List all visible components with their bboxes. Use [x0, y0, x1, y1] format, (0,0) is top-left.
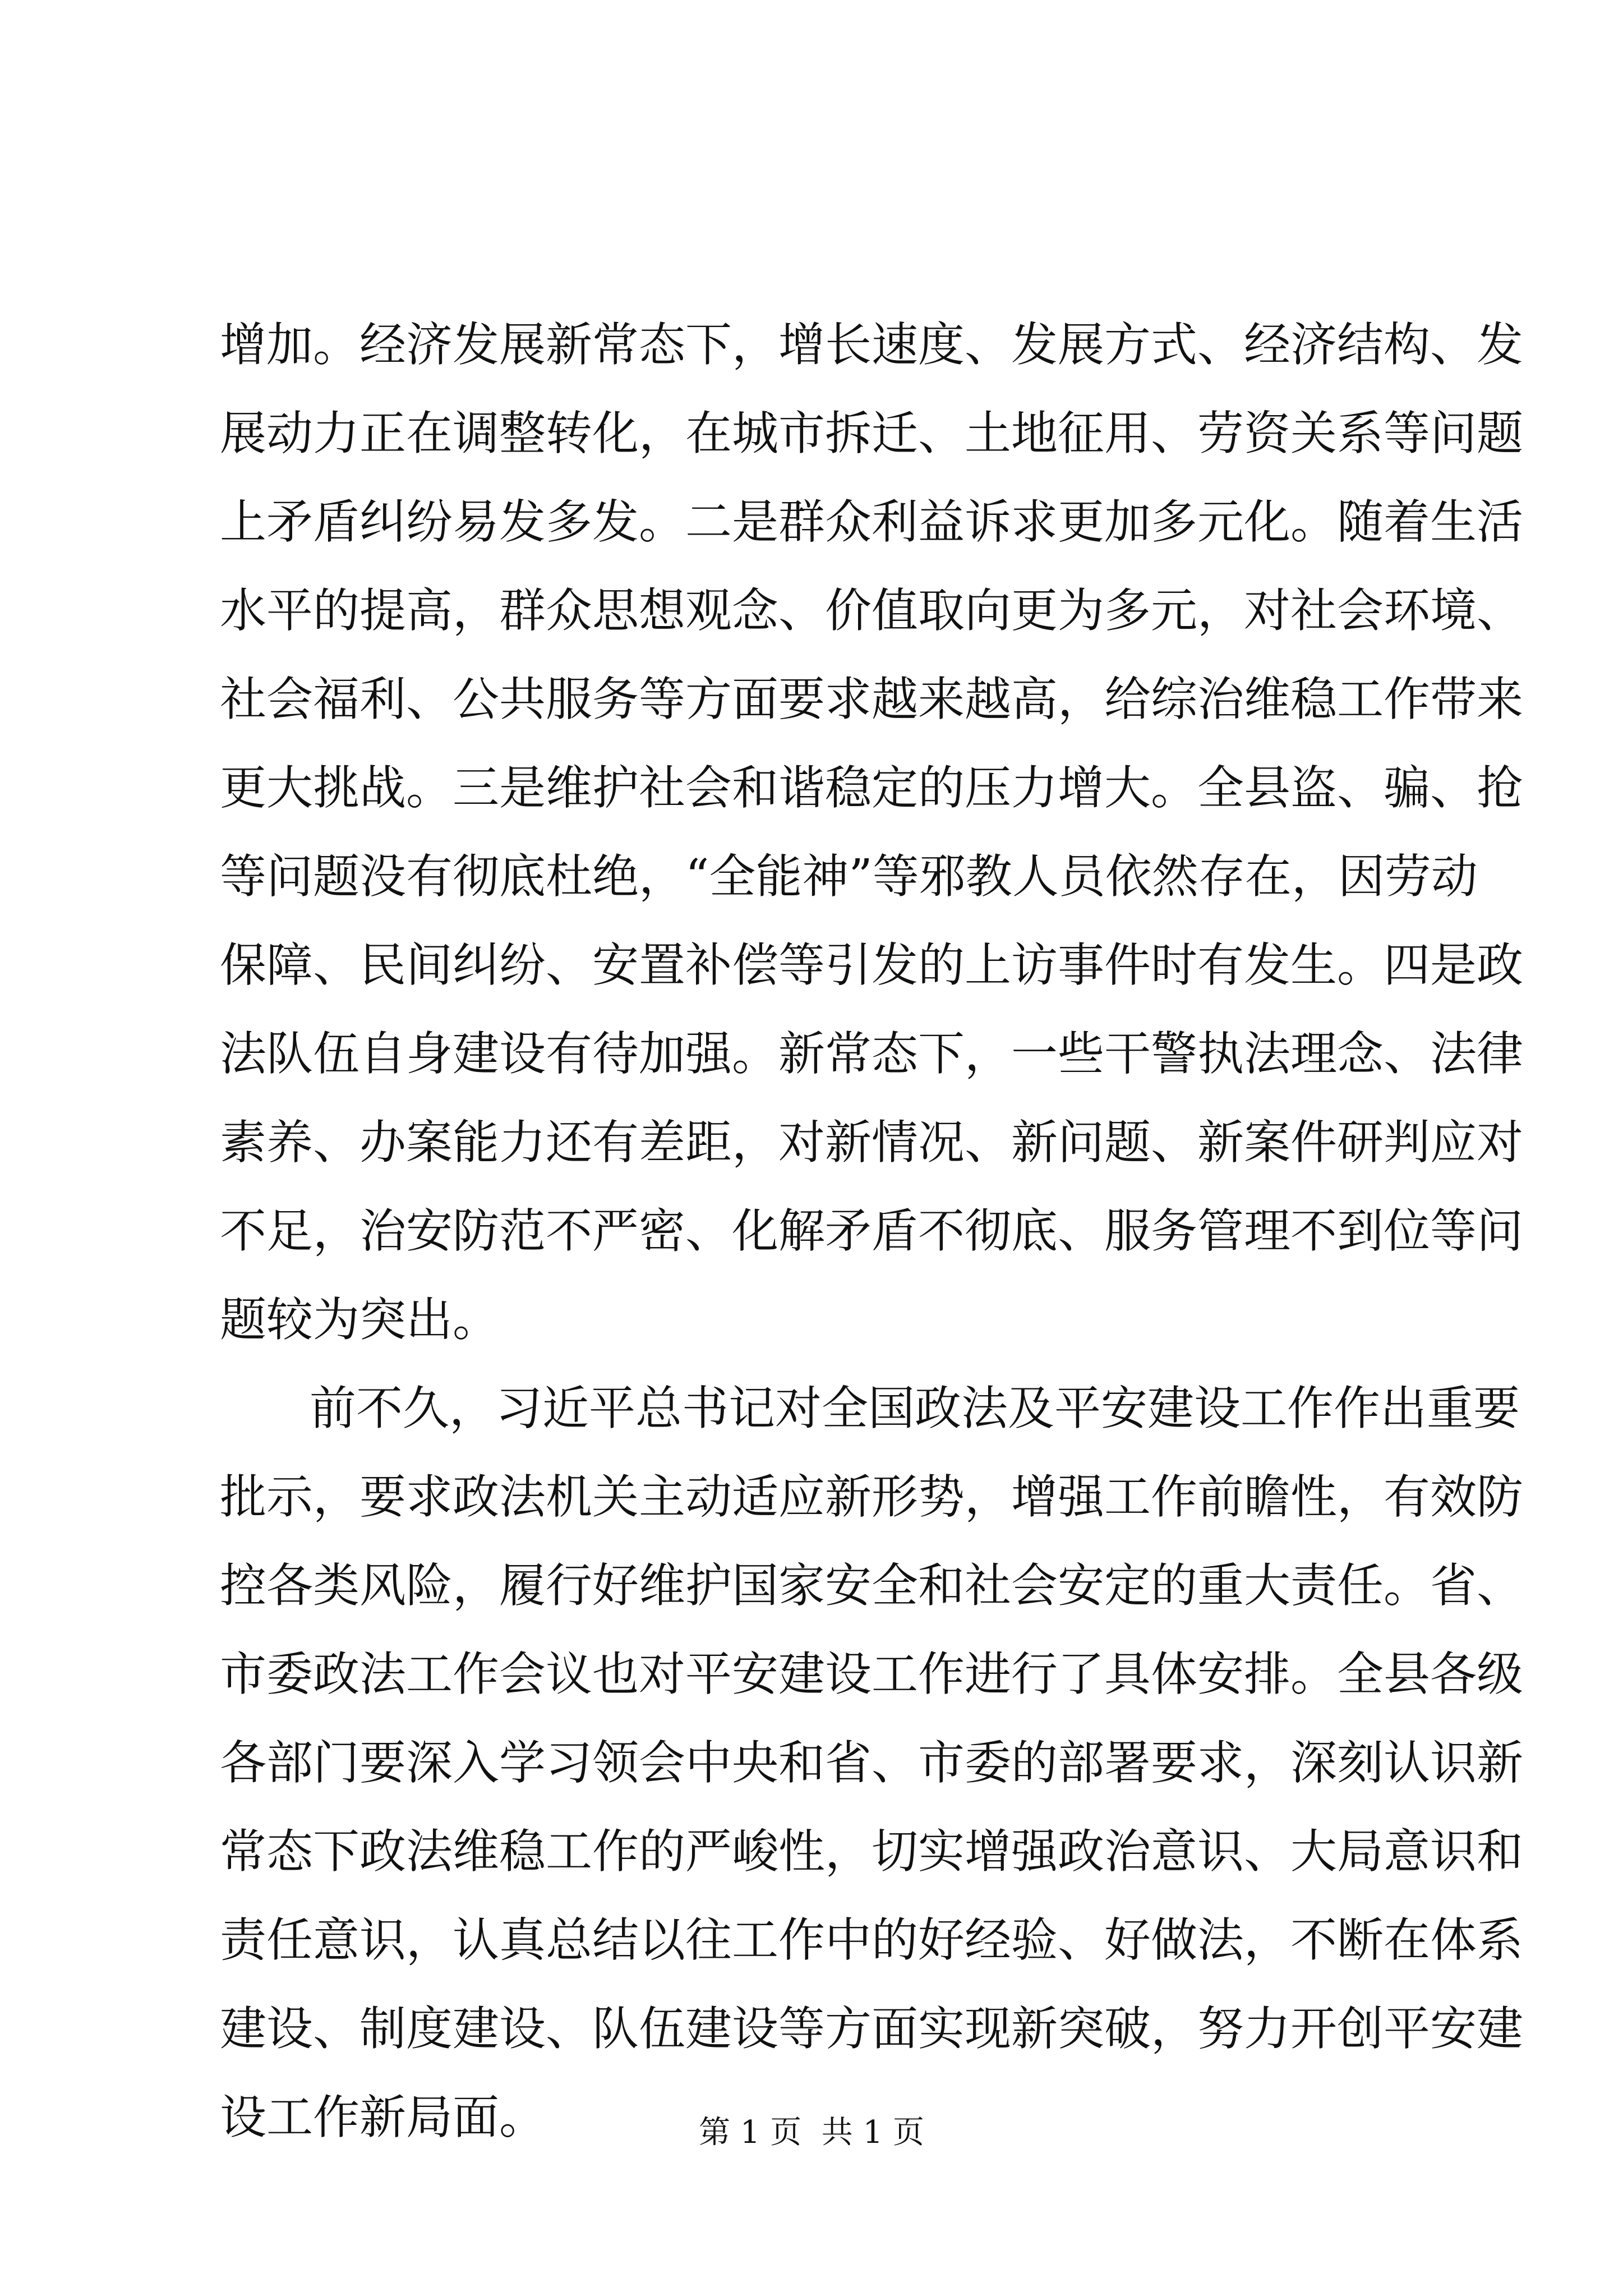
page-number-footer: 第 1 页 共 1 页 [698, 2114, 925, 2151]
text-line: 法队伍自身建设有待加强。新常态下，一些干警执法理念、法律 [220, 1027, 1523, 1081]
text-line: 展动力正在调整转化，在城市拆迁、土地征用、劳资关系等问题 [220, 406, 1523, 461]
text-line: 不足，治安防范不严密、化解矛盾不彻底、服务管理不到位等问 [220, 1204, 1523, 1258]
document-body [220, 301, 1523, 2162]
text-line: 社会福利、公共服务等方面要求越来越高，给综治维稳工作带来 [220, 672, 1523, 726]
text-line: 上矛盾纠纷易发多发。二是群众利益诉求更加多元化。随着生活 [220, 495, 1523, 549]
text-line: 各部门要深入学习领会中央和省、市委的部署要求，深刻认识新 [220, 1736, 1523, 1790]
text-line: 建设、制度建设、队伍建设等方面实现新突破，努力开创平安建 [220, 2001, 1523, 2056]
text-line: 市委政法工作会议也对平安建设工作进行了具体安排。全县各级 [220, 1647, 1523, 1701]
text-line: 责任意识，认真总结以往工作中的好经验、好做法，不断在体系 [220, 1913, 1523, 1967]
text-line: 更大挑战。三是维护社会和谐稳定的压力增大。全县盗、骗、抢 [220, 761, 1523, 815]
text-line: 增加。经济发展新常态下，增长速度、发展方式、经济结构、发 [220, 318, 1523, 372]
text-line: 批示，要求政法机关主动适应新形势，增强工作前瞻性，有效防 [220, 1470, 1523, 1524]
text-line: 控各类风险，履行好维护国家安全和社会安定的重大责任。省、 [220, 1558, 1523, 1613]
text-line: 保障、民间纠纷、安置补偿等引发的上访事件时有发生。四是政 [220, 938, 1523, 992]
text-line: 水平的提高，群众思想观念、价值取向更为多元，对社会环境、 [220, 583, 1523, 638]
text-line: 设工作新局面。 [220, 2090, 546, 2145]
paragraph-2 [220, 1364, 1523, 2162]
text-line: 常态下政法维稳工作的严峻性，切实增强政治意识、大局意识和 [220, 1824, 1523, 1879]
paragraph-1 [220, 301, 1523, 1364]
text-line: 题较为突出。 [220, 1292, 499, 1347]
text-line: 等问题没有彻底杜绝，“全能神”等邪教人员依然存在，因劳动 [220, 849, 1478, 904]
text-line: 素养、办案能力还有差距，对新情况、新问题、新案件研判应对 [220, 1115, 1523, 1170]
text-line: 前不久，习近平总书记对全国政法及平安建设工作作出重要 [310, 1381, 1520, 1435]
